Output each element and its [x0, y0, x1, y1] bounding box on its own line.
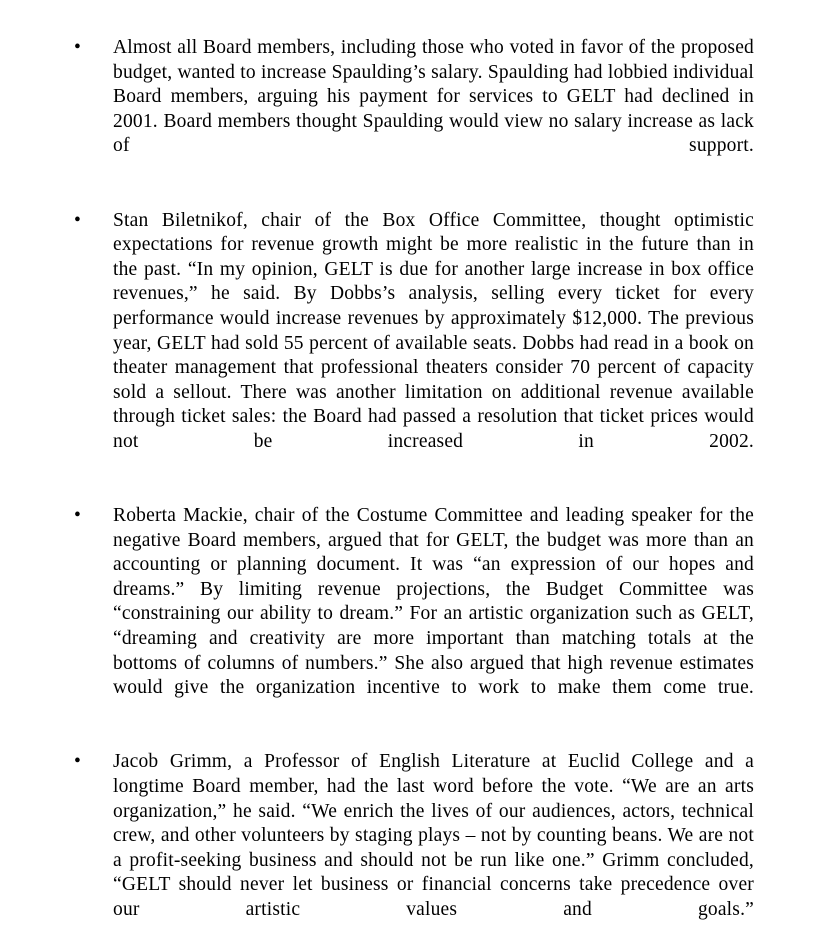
paragraph-text: Jacob Grimm, a Professor of English Literature at Euclid College and a longtime Board member, had the last word before the vote. “We are an arts organization,” he said. “We enrich the lives of our audiences, actors, technical crew, and other volunteers by staging plays – not by counting beans. We are not a profit-seeking business and should not be run like one.” Grimm concluded, “GELT should never let business or financial concerns take precedence over our artistic values and goals.” [113, 751, 754, 920]
list-item [74, 750, 754, 947]
bullet-point-icon: • [74, 505, 81, 527]
bullet-point-icon: • [74, 751, 81, 773]
list-item [74, 504, 754, 725]
paragraph-text: Almost all Board members, including those who voted in favor of the proposed budget, wanted to increase Spaulding’s salary. Spaulding had lobbied individual Board members, arguing his payment for services to GELT had declined in 2001. Board members thought Spaulding would view no salary increase as lack of support. [113, 37, 754, 157]
paragraph-text: Roberta Mackie, chair of the Costume Committee and leading speaker for the negative Board members, argued that for GELT, the budget was more than an accounting or planning document. It was “an expression of our hopes and dreams.” By limiting revenue projections, the Budget Committee was “constraining our ability to dream.” For an artistic organization such as GELT, “dreaming and creativity are more important than matching totals at the bottoms of columns of numbers.” She also argued that high revenue estimates would give the organization incentive to work to make them come true. [113, 505, 754, 699]
bullet-list [74, 36, 754, 947]
bullet-point-icon: • [74, 37, 81, 58]
list-item [74, 209, 754, 480]
paragraph-text: Stan Biletnikof, chair of the Box Office Committee, thought optimistic expectations for revenue growth might be more realistic in the future than in the past. “In my opinion, GELT is due for another large increase in box office revenues,” he said. By Dobbs’s analysis, selling every ticket for every performance would increase revenues by approximately $12,000. The previous year, GELT had sold 55 percent of available seats. Dobbs had read in a book on theater management that professional theaters consider 70 percent of capacity sold a sellout. There was another limitation on additional revenue available through ticket sales: the Board had passed a resolution that ticket prices would not be increased in 2002. [113, 209, 754, 452]
bullet-point-icon: • [74, 209, 81, 231]
list-item [74, 36, 754, 184]
